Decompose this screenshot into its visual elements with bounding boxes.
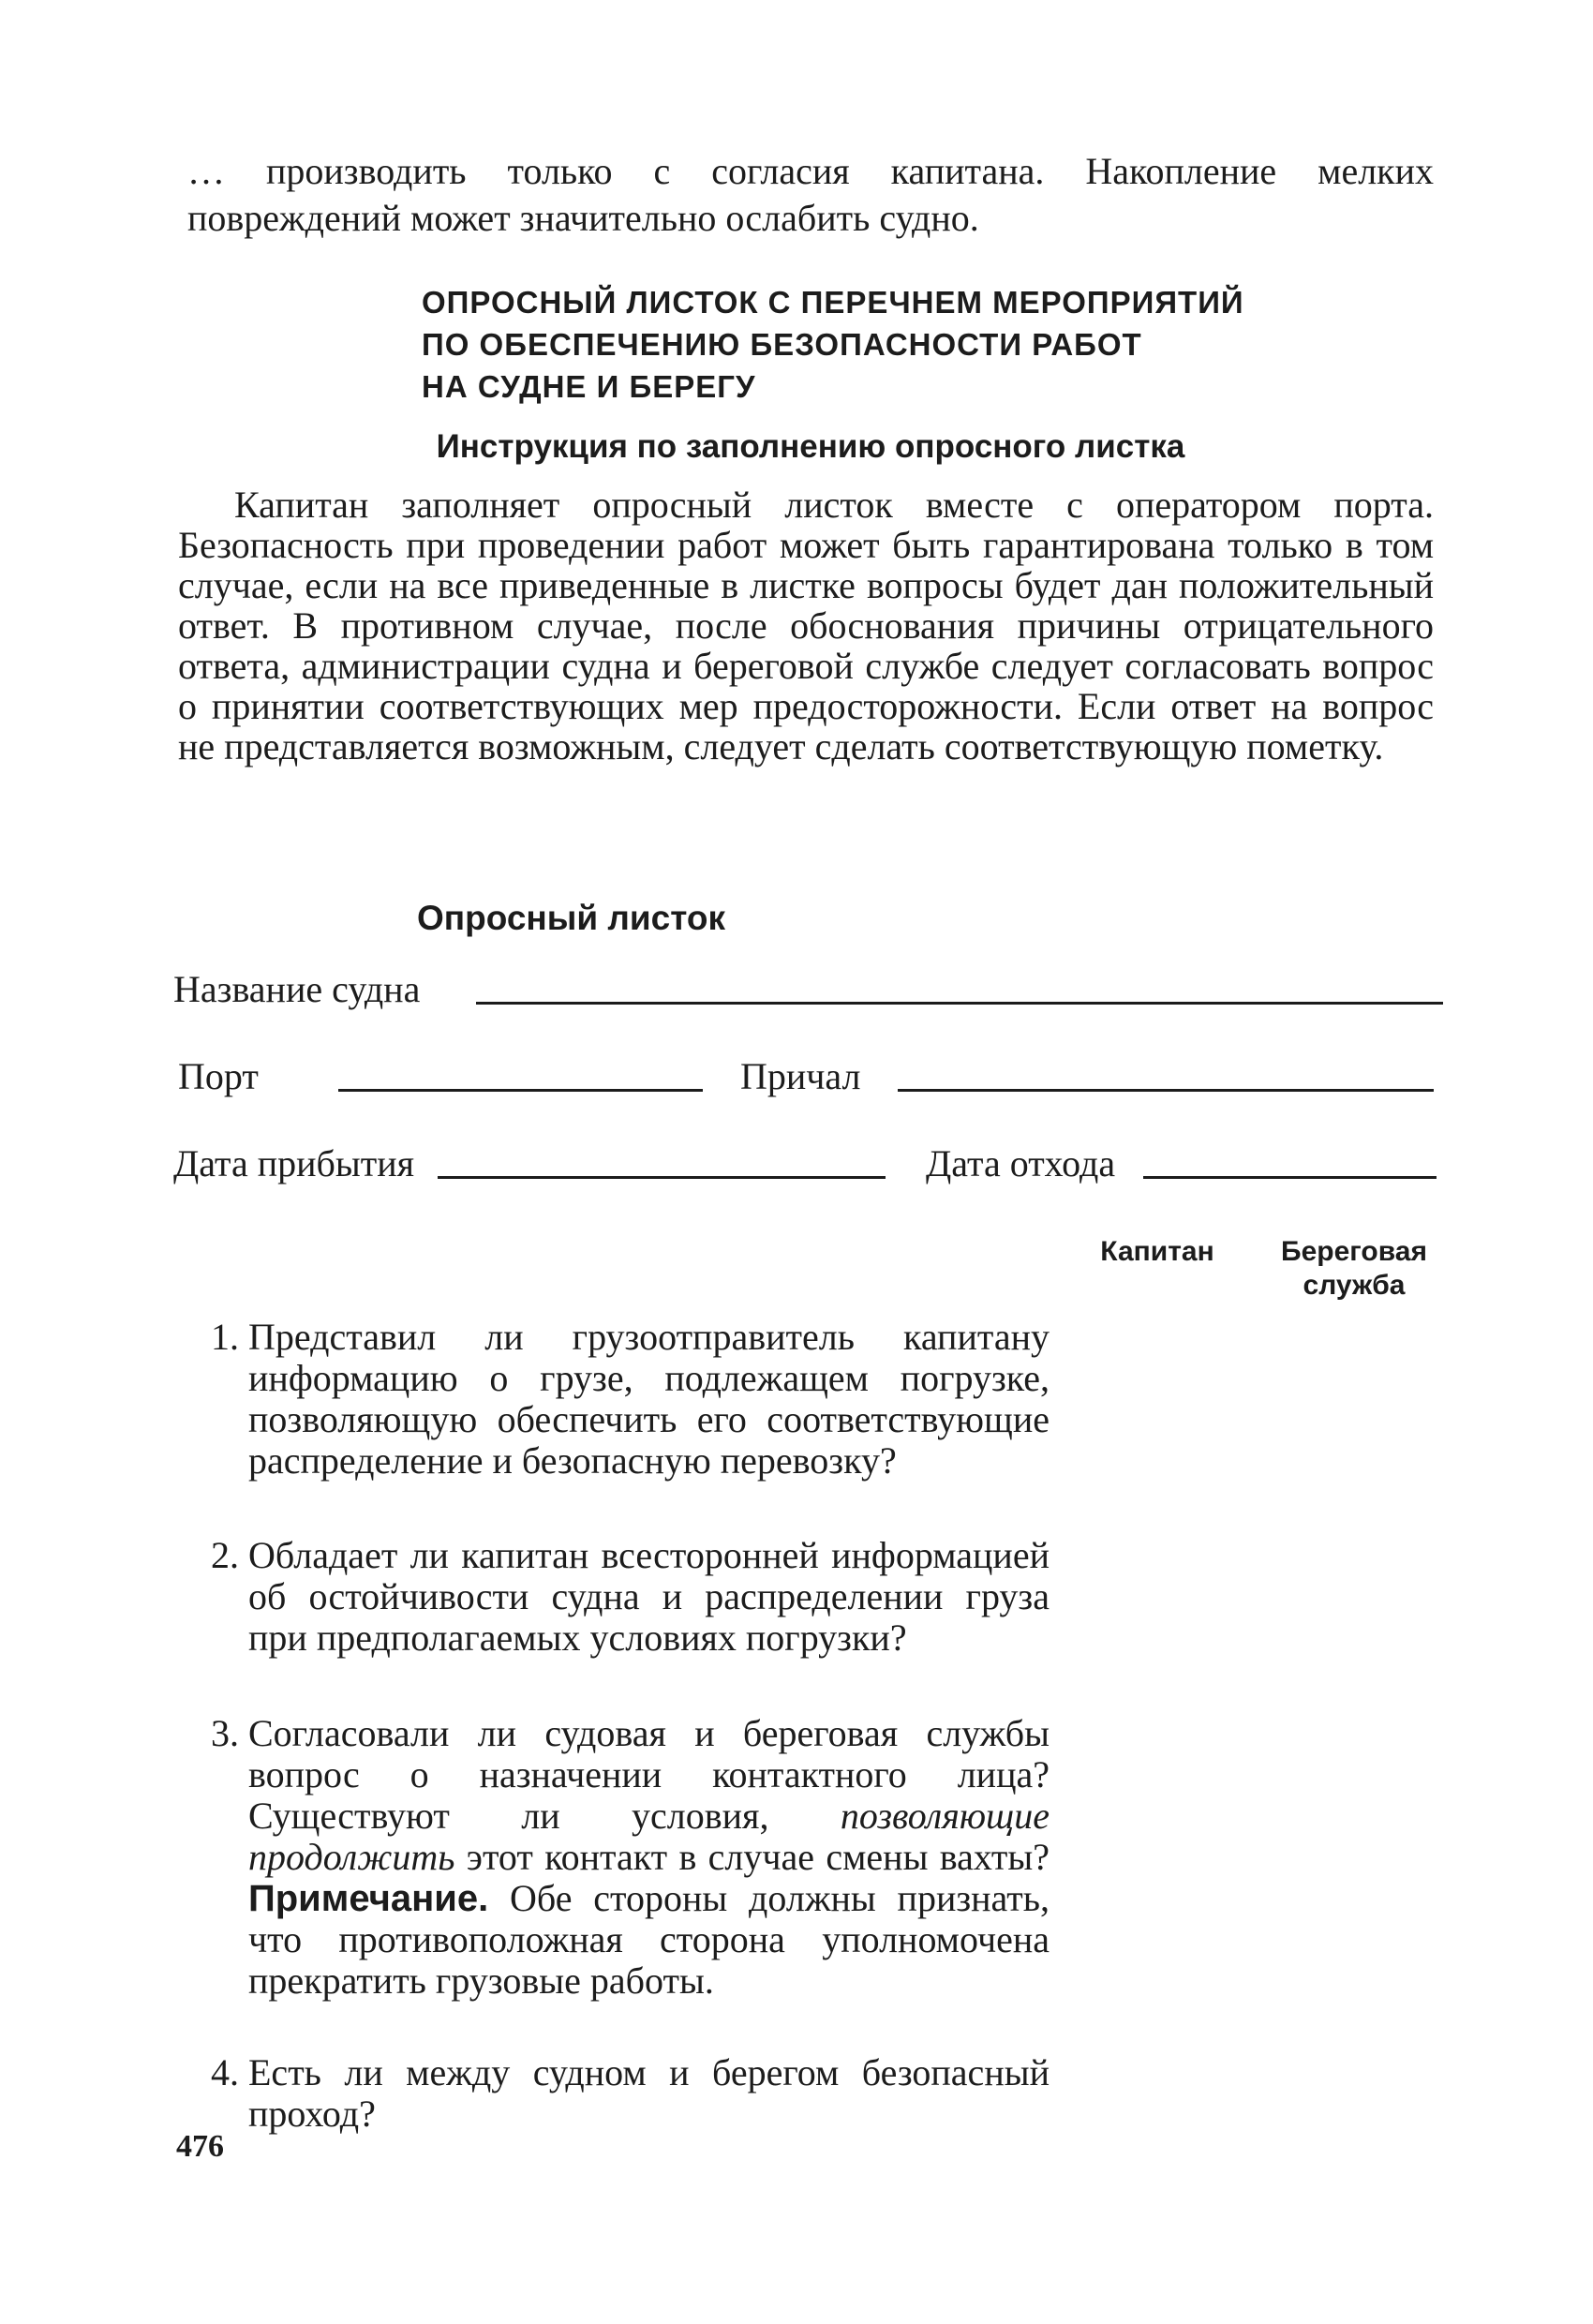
ship-name-blank-line[interactable] [476, 1002, 1443, 1005]
question-number: 2. [211, 1534, 239, 1576]
question-text: Представил ли грузоотправитель капитану информацию о грузе, подлежащем погрузке, позволяющую обеспечить его соответствующие распределение и безопасную перевозку? [248, 1316, 1050, 1482]
question-text: Есть ли между судном и берегом безопасный проход? [248, 2051, 1050, 2135]
ship-name-field[interactable] [173, 967, 1443, 1012]
question-item [211, 1316, 1050, 1482]
heading-line-2: ПО ОБЕСПЕЧЕНИЮ БЕЗОПАСНОСТИ РАБОТ [422, 327, 1142, 362]
question-text-part: Согласовали ли судовая и береговая службы вопрос о назначении контактного лица? Существуют ли условия, [248, 1712, 1050, 1837]
berth-blank-line[interactable] [898, 1089, 1434, 1092]
question-text-part: этот контакт в случае смены вахты? [466, 1836, 1050, 1878]
intro-paragraph: … производить только с согласия капитана. Накопление мелких повреждений может значительно ослабить судно. [187, 150, 1434, 239]
ship-name-label: Название судна [173, 968, 421, 1010]
shore-header-line-1: Береговая [1281, 1236, 1427, 1267]
departure-date-blank-line[interactable] [1143, 1176, 1437, 1179]
question-item [211, 2051, 1050, 2135]
berth-field[interactable] [740, 1054, 1434, 1099]
question-item [211, 1712, 1050, 2002]
arrival-date-field[interactable] [173, 1141, 886, 1186]
port-field[interactable] [178, 1054, 703, 1099]
arrival-date-label: Дата прибытия [173, 1142, 415, 1184]
heading-line-1: ОПРОСНЫЙ ЛИСТОК С ПЕРЕЧНЕМ МЕРОПРИЯТИЙ [422, 285, 1244, 320]
column-header-shore-service [1270, 1235, 1438, 1303]
port-label: Порт [178, 1055, 259, 1097]
question-text: Обладает ли капитан всесторонней информацией об остойчивости судна и распределении груза при предполагаемых условиях погрузки? [248, 1534, 1050, 1659]
port-blank-line[interactable] [338, 1089, 703, 1092]
form-title: Опросный листок [417, 899, 725, 937]
question-number: 1. [211, 1316, 239, 1358]
question-number: 3. [211, 1712, 239, 1754]
heading-line-3: НА СУДНЕ И БЕРЕГУ [422, 369, 756, 404]
note-label: Примечание. [248, 1878, 489, 1919]
section-heading [422, 281, 1359, 408]
question-item [211, 1534, 1050, 1659]
question-text [248, 1713, 1050, 2002]
instruction-paragraph: Капитан заполняет опросный листок вместе с оператором порта. Безопасность при проведении работ может быть гарантирована только в том случае, если на все приведенные в листке вопросы будет дан положительный ответ. В противном случае, после обоснования причины отрицательного ответа, администрации судна и береговой службе следует согласовать вопрос о принятии соответствующих мер предосторожности. Если ответ на вопрос не представляется возможным, следует сделать соответствующую пометку. [178, 484, 1434, 767]
page-number: 476 [176, 2129, 224, 2164]
question-text-italic: позволяющие продолжить [248, 1795, 1050, 1878]
note-text: Обе стороны должны признать, что противоположная сторона уполномочена прекратить грузовые работы. [248, 1877, 1050, 2002]
berth-label: Причал [740, 1055, 861, 1097]
instruction-subheading: Инструкция по заполнению опросного листка [436, 428, 1185, 465]
column-header-captain: Капитан [1100, 1236, 1214, 1267]
departure-date-field[interactable] [926, 1141, 1437, 1186]
arrival-date-blank-line[interactable] [438, 1176, 886, 1179]
departure-date-label: Дата отхода [926, 1142, 1116, 1184]
question-number: 4. [211, 2051, 239, 2093]
shore-header-line-2: служба [1303, 1270, 1406, 1301]
